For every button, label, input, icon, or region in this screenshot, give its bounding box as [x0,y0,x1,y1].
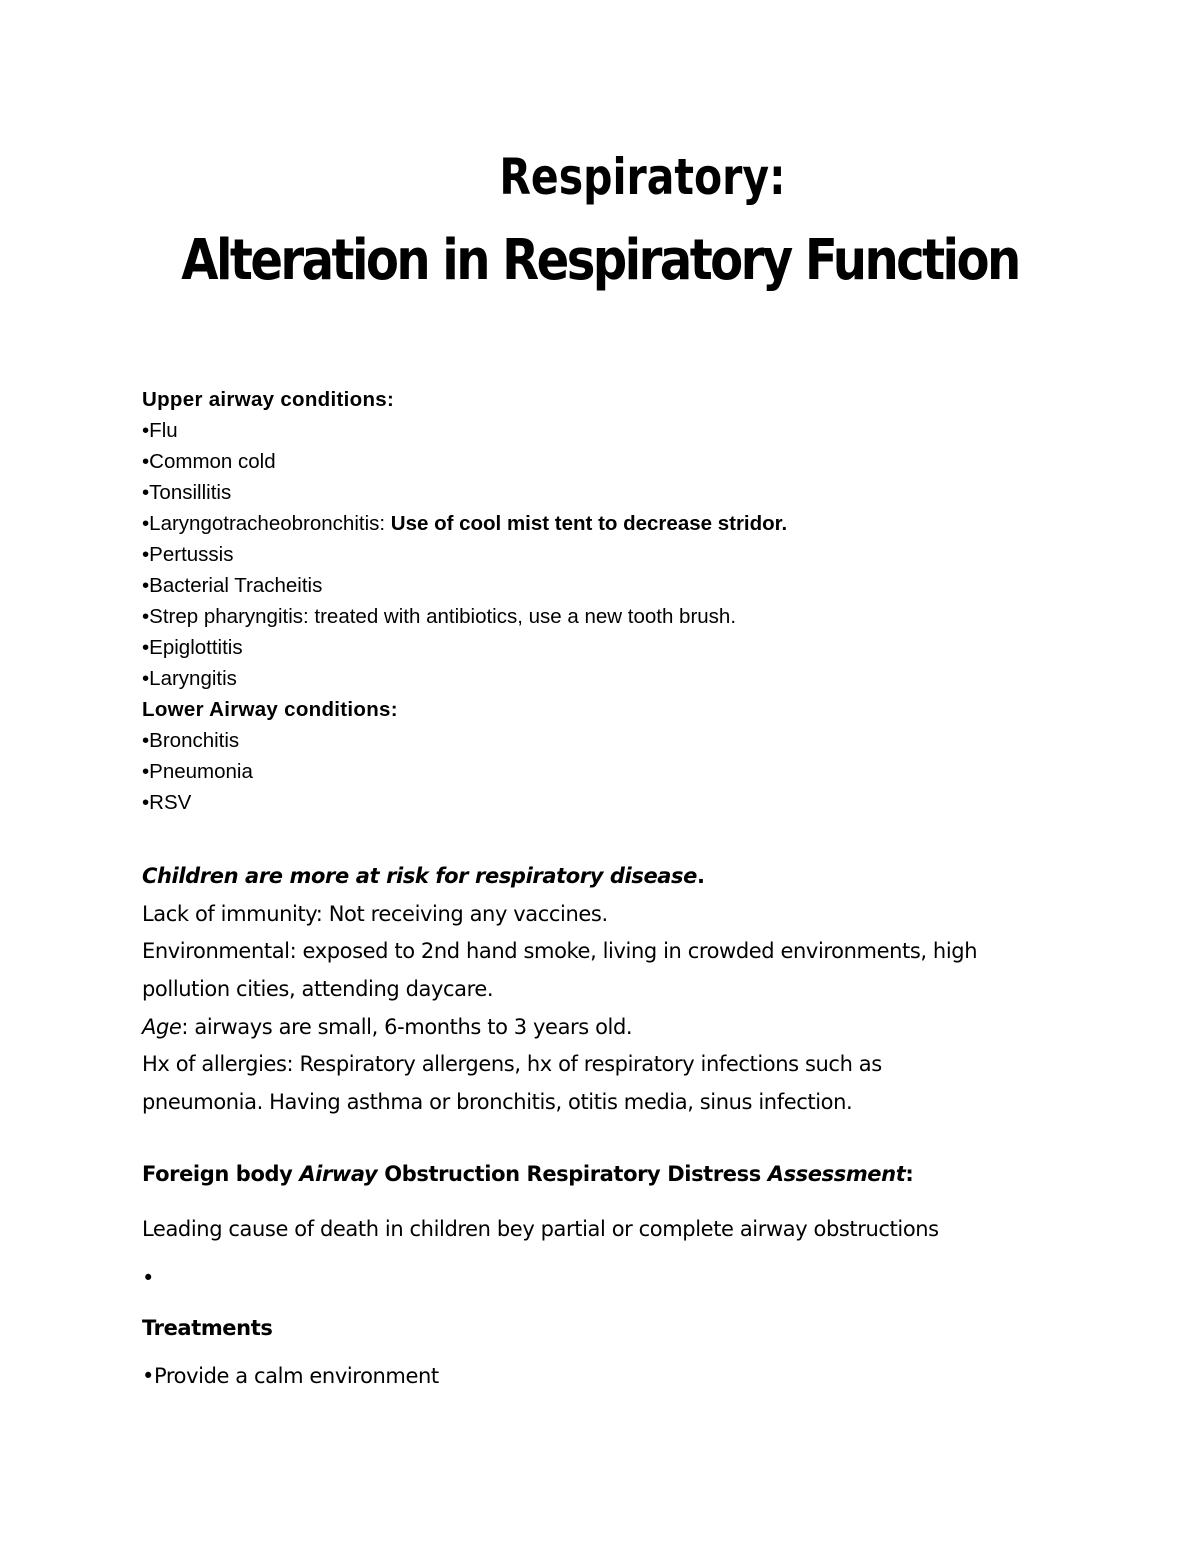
laryngo-note: Use of cool mist tent to decrease stridor. [390,512,788,535]
upper-airway-heading: Upper airway conditions: [142,388,395,411]
lower-airway-heading: Lower Airway conditions: [142,698,398,721]
list-item: •RSV [142,791,192,814]
fb-heading-part: Foreign body [142,1162,300,1186]
list-item: •Pertussis [142,543,234,566]
treatments-heading: Treatments [142,1316,273,1340]
list-item: •Flu [142,419,178,442]
age-label: Age [142,1014,182,1039]
list-item-laryngotracheobronchitis [142,508,787,539]
paragraph-line: Environmental: exposed to 2nd hand smoke, living in crowded environments, high [142,939,978,964]
age-line [142,1009,1042,1047]
age-text: : airways are small, 6-months to 3 years old. [181,1014,633,1039]
treatment-item: •Provide a calm environment [142,1364,439,1388]
list-item: •Epiglottitis [142,636,243,659]
page-title: Respiratory: [499,148,786,206]
fb-heading-part: Airway [299,1162,378,1186]
list-item: •Common cold [142,450,276,473]
airway-conditions-section [142,384,787,818]
risk-heading-text: Children are more at risk for respiratory disease [142,864,697,888]
fb-heading-part: : [905,1162,914,1186]
risk-heading [142,858,1042,896]
list-item: •Bronchitis [142,729,240,752]
list-item: •Strep pharyngitis: treated with antibiotics, use a new tooth brush. [142,605,737,628]
laryngo-label: •Laryngotracheobronchitis: [142,512,391,535]
list-item: •Pneumonia [142,760,253,783]
page-subtitle: Alteration in Respiratory Function [181,228,1019,293]
foreign-body-heading [142,1162,913,1186]
paragraph-line: pollution cities, attending daycare. [142,977,494,1002]
foreign-body-text: Leading cause of death in children bey partial or complete airway obstructions [142,1217,939,1241]
fb-heading-part: Obstruction Respiratory Distress [377,1162,768,1186]
fb-heading-part: Assessment [767,1162,906,1186]
list-item: •Bacterial Tracheitis [142,574,323,597]
paragraph-line: Hx of allergies: Respiratory allergens, hx of respiratory infections such as [142,1052,882,1077]
paragraph-line: Lack of immunity: Not receiving any vaccines. [142,901,608,926]
empty-bullet: • [142,1266,154,1290]
list-item: •Tonsillitis [142,481,232,504]
risk-heading-period: . [697,864,705,888]
list-item: •Laryngitis [142,667,237,690]
paragraph-line: pneumonia. Having asthma or bronchitis, otitis media, sinus infection. [142,1090,853,1115]
risk-section [142,858,1042,1122]
